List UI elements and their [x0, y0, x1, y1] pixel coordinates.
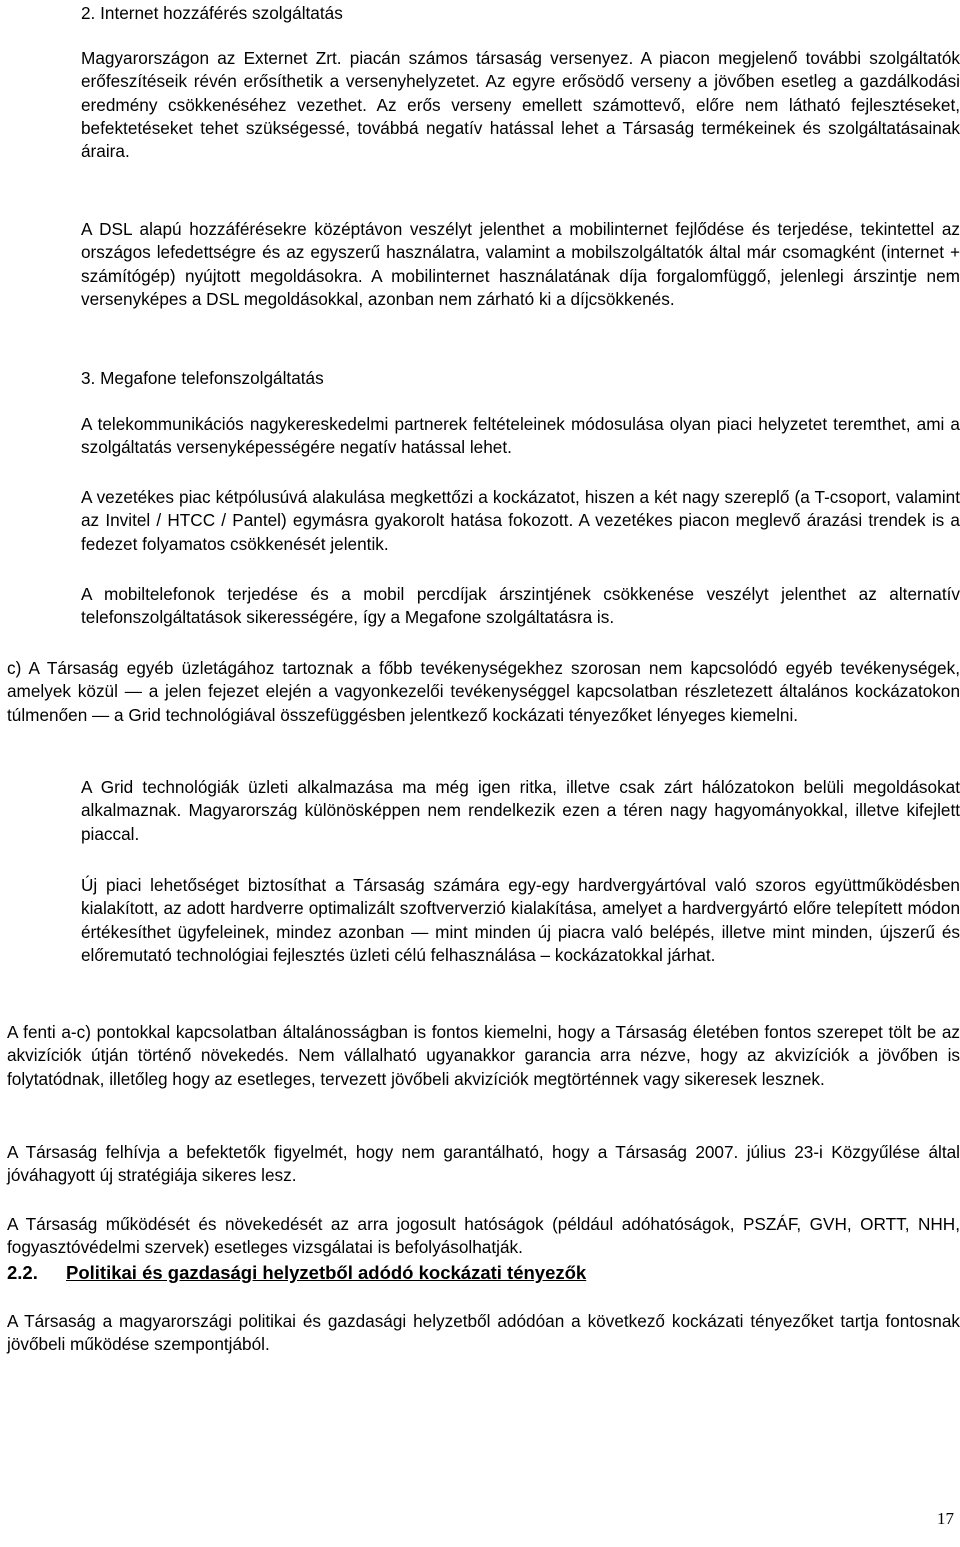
paragraph-internet-mobile: A DSL alapú hozzáférésekre középtávon veszélyt jelenthet a mobilinternet fejlődése és terjedése, tekintettel az országos lefedettségre és az egyszerű használatra, valamint a mobilszolgáltatók által már csomagként (internet + számítógép) nyújtott megoldásokra. A mobilinternet használatának díja forgalomfüggő, jelenlegi árszintje nem versenyképes a DSL megoldásokkal, azonban nem zárható ki a díjcsökkenés.: [81, 219, 960, 309]
paragraph-megafone-mobile: A mobiltelefonok terjedése és a mobil percdíjak árszintjének csökkenése veszélyt jelenthet az alternatív telefonszolgáltatások sikerességére, így a Megafone szolgáltatásra is.: [81, 584, 960, 628]
section-title: Politikai és gazdasági helyzetből adódó kockázati tényezők: [66, 1262, 587, 1283]
heading-internet-service: 2. Internet hozzáférés szolgáltatás: [81, 3, 343, 23]
paragraph-megafone-fixed-market: A vezetékes piac kétpólusúvá alakulása megkettőzi a kockázatot, hiszen a két nagy szereplő (a T-csoport, valamint az Invitel / HTCC / Pantel) egymásra gyakorolt hatása fokozott. A vezetékes piacon meglevő árazási trendek is a fedezet folyamatos csökkenését jelentik.: [81, 487, 960, 554]
paragraph-grid-usage: A Grid technológiák üzleti alkalmazása ma még igen ritka, illetve csak zárt hálózatokon belüli megoldásokat alkalmaznak. Magyarország különösképpen nem rendelkezik ezen a téren nagy hagyományokkal, illetve kifejlett piaccal.: [81, 777, 960, 844]
paragraph-megafone-wholesale: A telekommunikációs nagykereskedelmi partnerek feltételeinek módosulása olyan piaci helyzetet teremthet, ami a szolgáltatás versenyképességére negatív hatással lehet.: [81, 414, 960, 458]
section-number: 2.2.: [7, 1262, 38, 1283]
page-number: 17: [937, 1509, 954, 1528]
paragraph-other-business: c) A Társaság egyéb üzletágához tartoznak a főbb tevékenységekhez szorosan nem kapcsolódó egyéb tevékenységek, amelyek közül — a jelen fejezet elején a vagyonkezelői tevékenységgel kapcsolatban részletezett általános kockázatokon túlmenően — a Grid technológiával összefüggésben jelentkező kockázati tényezőket lényeges kiemelni.: [7, 658, 960, 725]
paragraph-political-economic: A Társaság a magyarországi politikai és gazdasági helyzetből adódóan a következő kockázati tényezőket tartja fontosnak jövőbeli működése szempontjából.: [7, 1311, 960, 1355]
paragraph-authorities: A Társaság működését és növekedését az arra jogosult hatóságok (például adóhatóságok, PSZÁF, GVH, ORTT, NHH, fogyasztóvédelmi szervek) esetleges vizsgálatai is befolyásolhatják.: [7, 1214, 960, 1258]
paragraph-acquisitions: A fenti a-c) pontokkal kapcsolatban általánosságban is fontos kiemelni, hogy a Társaság életében fontos szerepet tölt be az akvizíciók útján történő növekedés. Nem vállalható ugyanakkor garancia arra nézve, hogy az akvizíciók a jövőben is folytatódnak, illetőleg hogy az esetleges, tervezett jövőbeli akvizíciók megtörténnek vagy sikeresek lesznek.: [7, 1022, 960, 1089]
heading-megafone-service: 3. Megafone telefonszolgáltatás: [81, 368, 324, 388]
paragraph-internet-competition: Magyarországon az Externet Zrt. piacán számos társaság versenyez. A piacon megjelenő további szolgáltatók erőfeszítéseik révén erősíthetik a versenyhelyzetet. Az egyre erősödő verseny a jövőben esetleg a gazdálkodási eredmény csökkenéséhez vezethet. Az erős verseny emellett számottevő, előre nem látható fejlesztéseket, befektetéseket tehet szükségessé, továbbá negatív hatással lehet a Társaság termékeinek és szolgáltatásainak áraira.: [81, 48, 960, 162]
paragraph-grid-opportunity: Új piaci lehetőséget biztosíthat a Társaság számára egy-egy hardvergyártóval való szoros együttműködésben kialakított, az adott hardverre optimalizált szoftververzió kialakítása, amelyet a hardvergyártó előre telepített módon értékesíthet ügyfeleinek, mindez azonban — mint minden új piacra való belépés, illetve mint minden, újszerű és előremutató technológiai fejlesztés üzleti célú felhasználása – kockázatokkal járhat.: [81, 875, 960, 965]
paragraph-strategy: A Társaság felhívja a befektetők figyelmét, hogy nem garantálható, hogy a Társaság 2007. július 23-i Közgyűlése által jóváhagyott új stratégiája sikeres lesz.: [7, 1142, 960, 1186]
